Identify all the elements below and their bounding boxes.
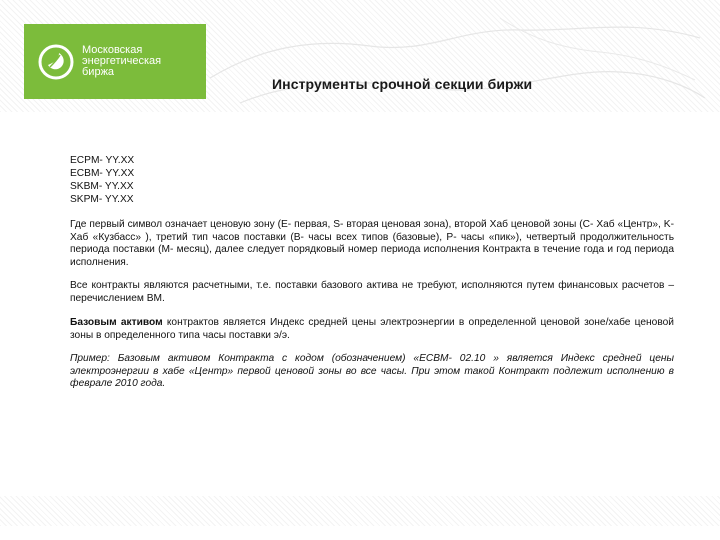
contract-code: SKPM- YY.XX	[70, 194, 134, 205]
base-asset-description: контрактов является Индекс средней цены электроэнергии в определенной ценовой зоне/хабе ценовой зоны в определенного типа часы поставки э/э.	[70, 317, 675, 341]
map-decoration	[200, 8, 712, 108]
contract-code: ECPM- YY.XX	[70, 155, 135, 166]
contract-code: ECBM- YY.XX	[70, 168, 135, 179]
settlement-paragraph: Все контракты являются расчетными, т.е. поставки базового актива не требуют, исполняются путем финансовых расчетов – перечислением ВМ.	[70, 280, 674, 304]
logo-line-3: биржа	[82, 66, 115, 78]
contract-codes-list	[70, 154, 674, 206]
main-content	[70, 154, 674, 402]
example-paragraph: Пример: Базовым активом Контракта с кодом (обозначением) «ECBM- 02.10 » является Индекс средней цены электроэнергии в хабе «Центр» первой ценовой зоны во все часы. При этом такой Контракт подлежит исполнению в феврале 2010 года.	[70, 353, 674, 389]
contract-code: SKBM- YY.XX	[70, 181, 134, 192]
page-title: Инструменты срочной секции биржи	[272, 76, 533, 92]
logo-leaf-icon	[38, 44, 74, 80]
base-asset-term: Базовым активом	[70, 317, 163, 328]
company-logo	[24, 24, 206, 99]
logo-line-2: энергетическая	[82, 55, 162, 67]
base-asset-paragraph	[70, 317, 674, 342]
logo-line-1: Московская	[82, 44, 143, 56]
code-explanation-paragraph: Где первый символ означает ценовую зону (E- первая, S- вторая ценовая зона), второй Хаб ценовой зоны (C- Хаб «Центр», K- Хаб «Кузбасс» ), третий тип часов поставки (B- часы всех типов (базовые), P- часы «пик»), четвертый продолжительность периода поставки (M- месяц), далее следует порядковый номер периода исполнения Контракта в течение года и год периода исполнения.	[70, 219, 674, 268]
footer-background-pattern	[0, 496, 720, 526]
logo-text	[82, 45, 161, 78]
